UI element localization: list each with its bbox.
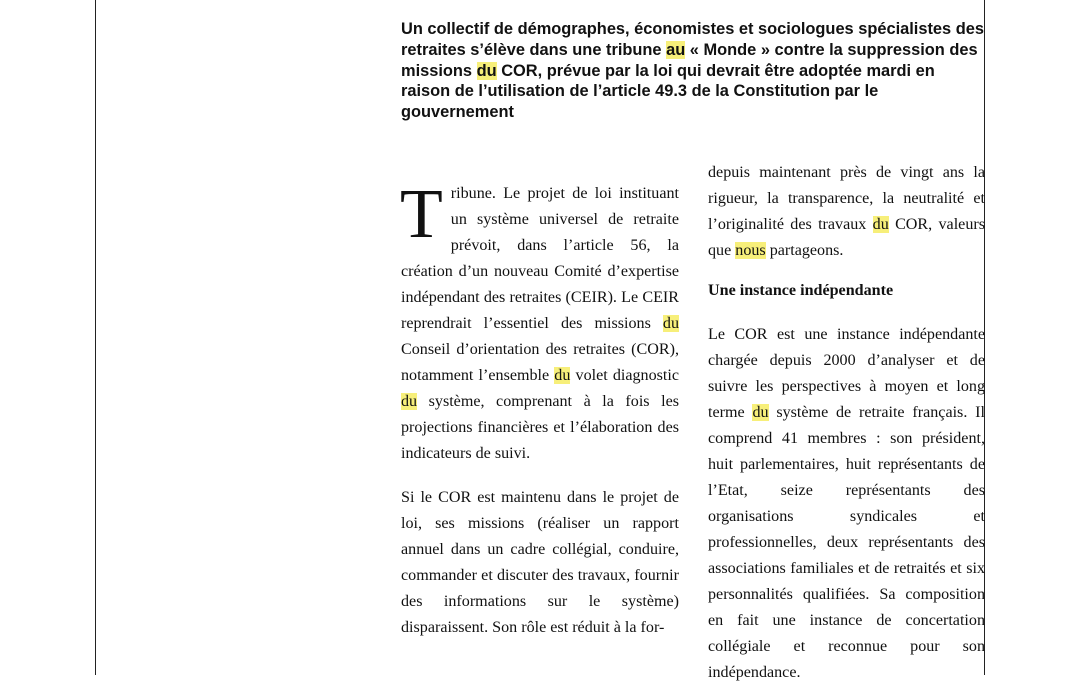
search-highlight: du bbox=[662, 315, 679, 332]
right-column bbox=[708, 160, 985, 686]
body-text: depuis maintenant près de vingt ans la rigueur, la transparence, la neutralité et l’originalité des travaux bbox=[708, 164, 985, 233]
lead-paragraph bbox=[401, 19, 986, 123]
body-text: ribune. Le projet de loi instituant un système universel de retraite prévoit, dans l’article 56, la création d’un nouveau Comité d’expertise indépendant des retraites (CEIR). Le CEIR reprendrait l’essentiel des missions bbox=[401, 185, 679, 332]
search-highlight: du bbox=[476, 61, 497, 80]
search-highlight: du bbox=[872, 216, 889, 233]
lead-text: « Monde » contre la suppression des missions bbox=[401, 40, 978, 80]
section-subheading: Une instance indépendante bbox=[708, 282, 894, 299]
body-text: système, comprenant à la fois les projections financières et l’élaboration des indicateurs de suivi. bbox=[401, 393, 679, 462]
body-text: COR, valeurs que bbox=[708, 216, 985, 259]
body-text: Le COR est une instance indépendante chargée depuis 2000 d’analyser et de suivre les perspectives à moyen et long terme bbox=[708, 326, 985, 421]
search-highlight: nous bbox=[735, 242, 766, 259]
search-highlight: du bbox=[401, 393, 418, 410]
body-text: Conseil d’orientation des retraites (COR), notamment l’ensemble bbox=[401, 341, 679, 384]
left-column bbox=[400, 176, 679, 641]
lead-text: Un collectif de démographes, économistes et sociologues spécialistes des retraites s’élève dans une tribune bbox=[401, 20, 984, 59]
paragraph bbox=[400, 176, 679, 467]
paragraph bbox=[708, 322, 985, 686]
body-text: partageons. bbox=[765, 242, 844, 259]
body-text: volet diagnostic bbox=[570, 367, 679, 384]
search-highlight: du bbox=[752, 404, 769, 421]
search-highlight: du bbox=[554, 367, 571, 384]
search-highlight: au bbox=[666, 40, 686, 59]
body-text: système de retraite français. Il comprend 41 membres : son président, huit parlementaires, huit représentants de l’Etat, seize représentants des organisations syndicales et professionnelles, deux représentants des associations familiales et de retraités et six personnalités qualifiées. Sa composition en fait une instance de concertation collégiale et reconnue pour son indépendance. bbox=[708, 404, 985, 681]
dropcap: T bbox=[400, 176, 443, 253]
paragraph bbox=[708, 160, 985, 264]
paragraph: Si le COR est maintenu dans le projet de loi, ses missions (réaliser un rapport annuel dans un cadre collégial, conduire, commander et discuter des travaux, fournir des informations sur le système) disparaissent. Son rôle est réduit à la for- bbox=[401, 489, 679, 636]
lead-text: COR, prévue par la loi qui devrait être adoptée mardi en raison de l’utilisation de l’article 49.3 de la Constitution par le gouvernement bbox=[401, 61, 935, 122]
